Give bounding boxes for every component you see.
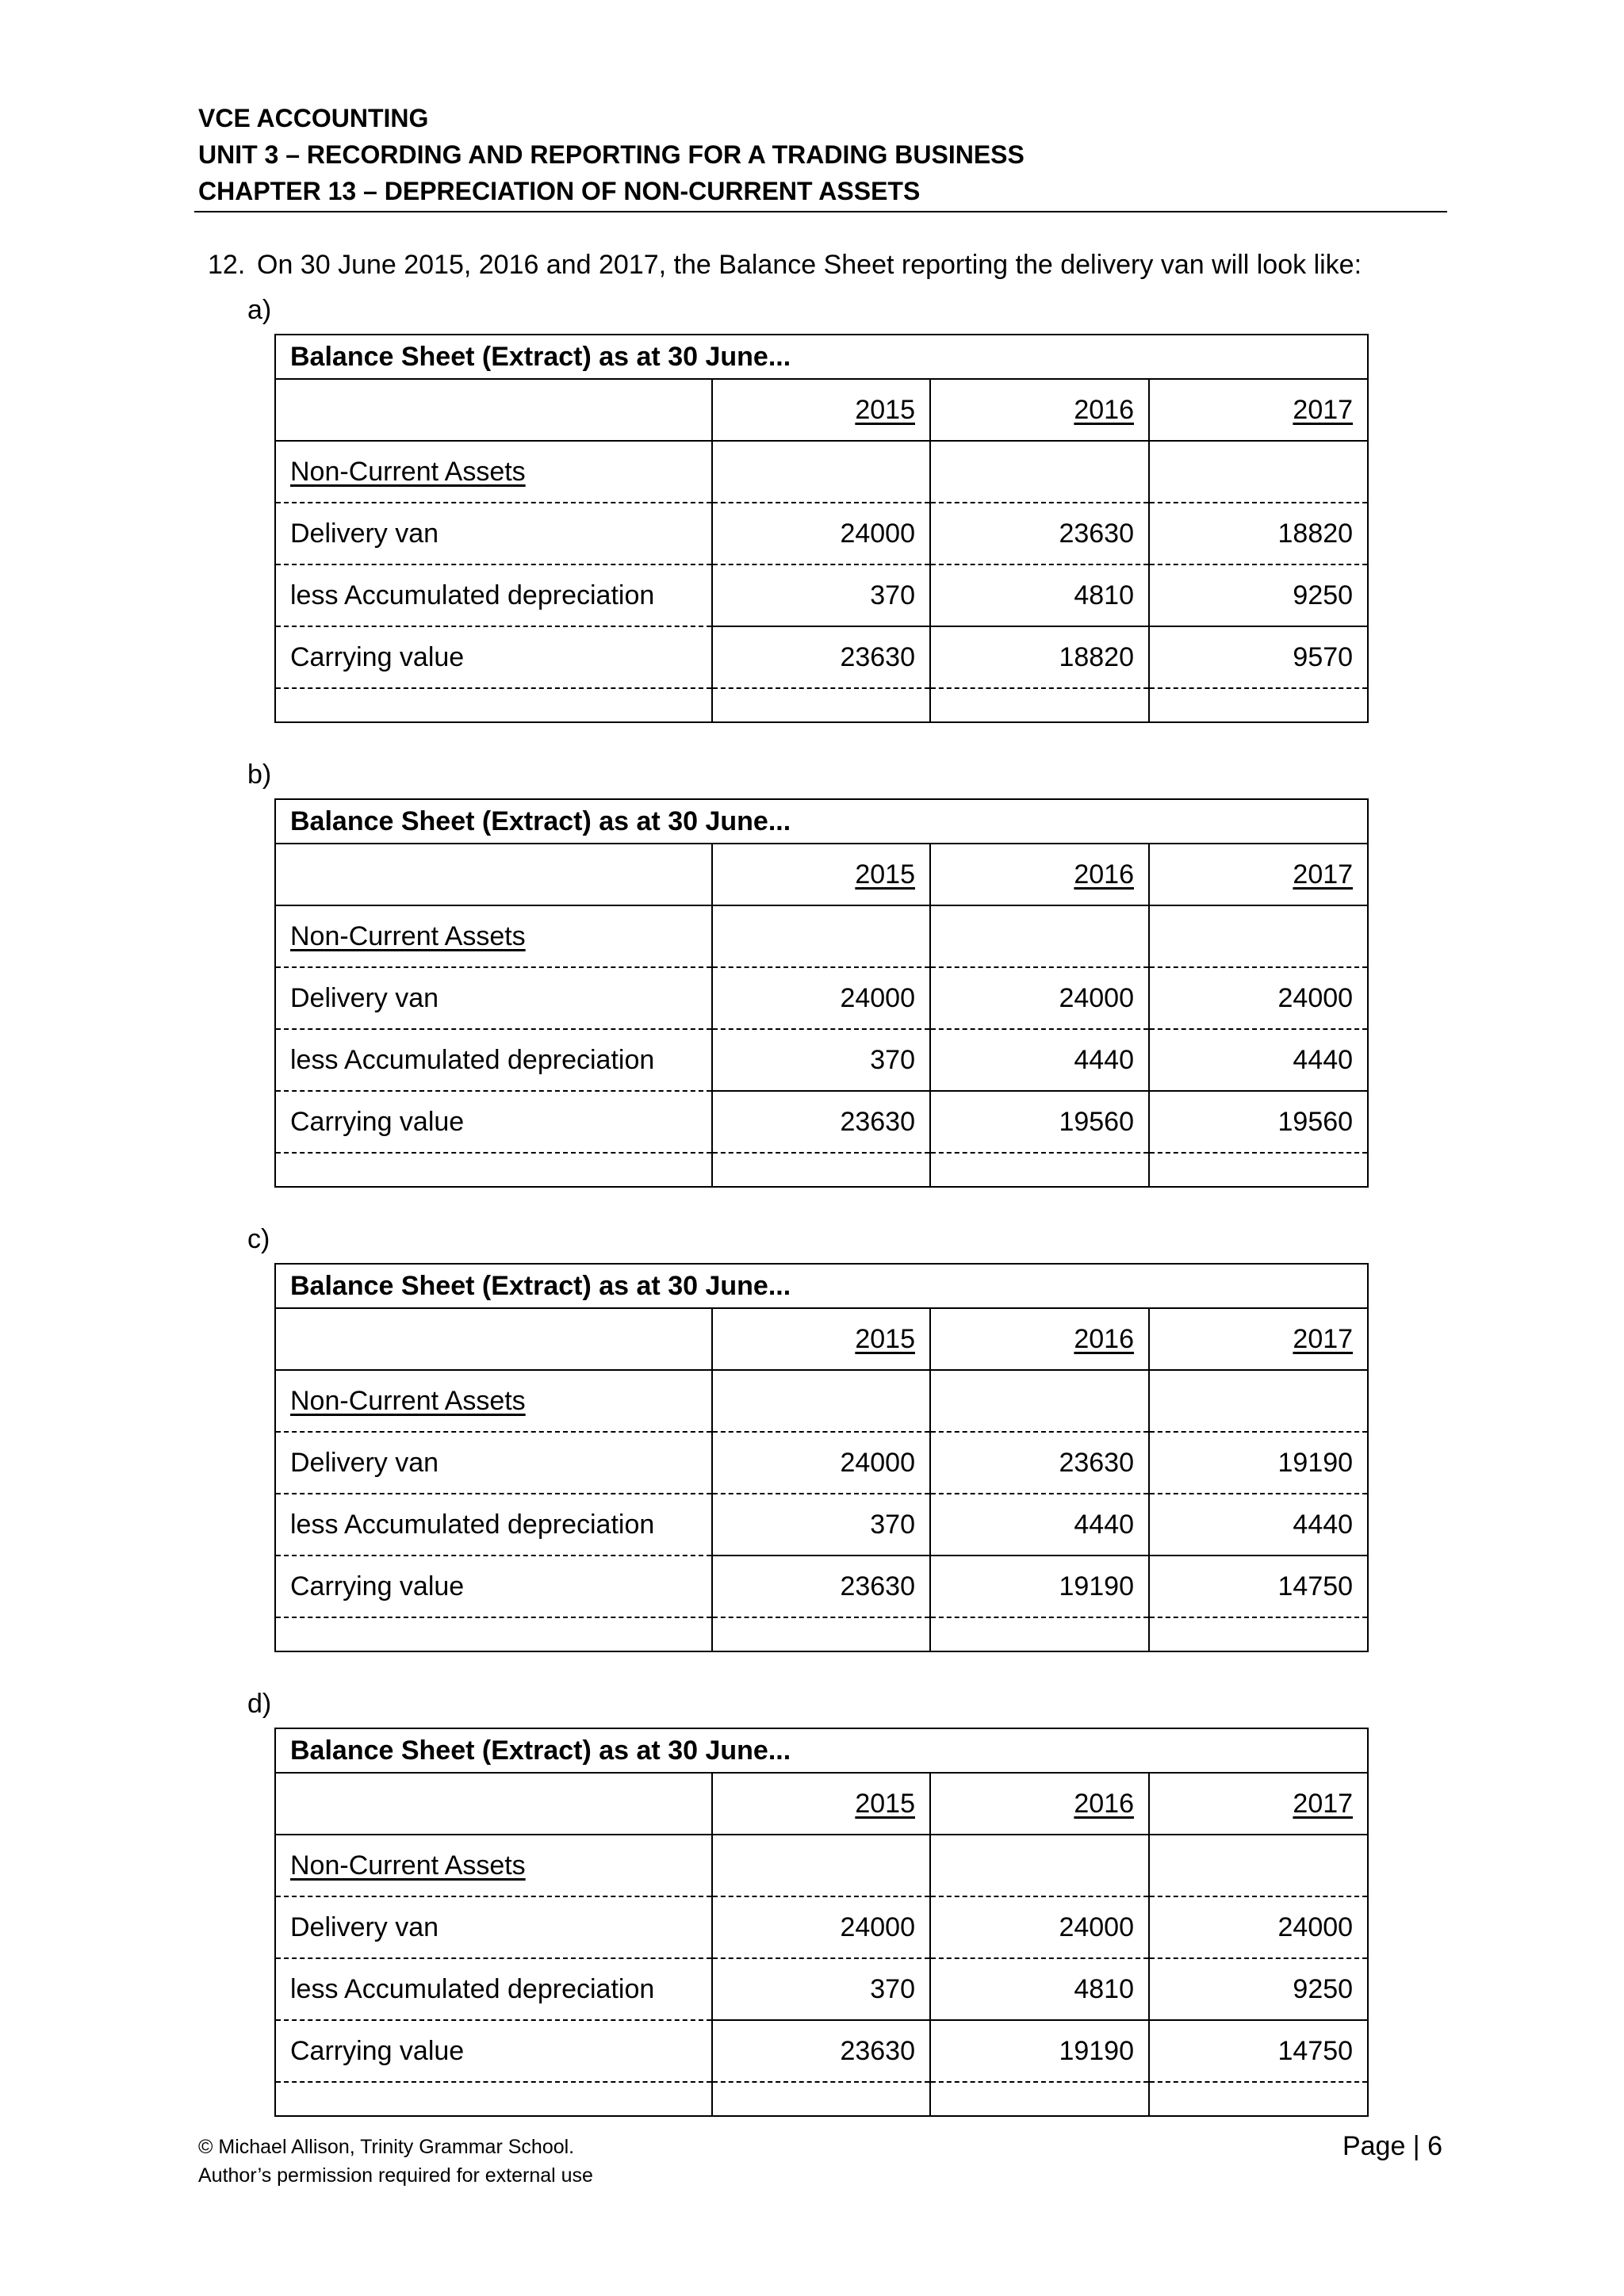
balance-sheet-d — [274, 1728, 1369, 2117]
balance-sheet-b — [274, 798, 1369, 1188]
permission-text: Author’s permission required for external use — [198, 2164, 593, 2187]
cell-value: 24000 — [930, 1896, 1149, 1958]
cell-value: 23630 — [712, 1091, 930, 1153]
year-header: 2016 — [1074, 859, 1134, 890]
table-row — [275, 2020, 1368, 2082]
cell-value: 9250 — [1149, 1958, 1368, 2020]
cell-value: 23630 — [712, 2020, 930, 2082]
table-row — [275, 1091, 1368, 1153]
part-label-d: d) — [247, 1689, 272, 1719]
cell-value: 19560 — [930, 1091, 1149, 1153]
row-label: Delivery van — [275, 1432, 712, 1494]
cell-value: 24000 — [712, 503, 930, 564]
cell-value: 14750 — [1149, 1556, 1368, 1617]
cell-value: 18820 — [1149, 503, 1368, 564]
section-heading: Non-Current Assets — [290, 456, 526, 487]
cell-value: 24000 — [930, 967, 1149, 1029]
cell-value: 23630 — [930, 503, 1149, 564]
year-header: 2017 — [1293, 1788, 1354, 1819]
cell-value: 24000 — [712, 967, 930, 1029]
year-header: 2015 — [855, 1323, 915, 1354]
cell-value: 4440 — [1149, 1494, 1368, 1556]
cell-value: 19190 — [930, 2020, 1149, 2082]
table-row — [275, 626, 1368, 688]
chapter-title: CHAPTER 13 – DEPRECIATION OF NON-CURRENT ASSETS — [198, 177, 921, 205]
cell-value: 4810 — [930, 1958, 1149, 2020]
table-row — [275, 1029, 1368, 1091]
table-title: Balance Sheet (Extract) as at 30 June... — [275, 335, 1368, 379]
cell-value: 24000 — [1149, 967, 1368, 1029]
cell-value: 19190 — [1149, 1432, 1368, 1494]
cell-value: 4440 — [1149, 1029, 1368, 1091]
year-header: 2015 — [855, 1788, 915, 1819]
table-row — [275, 1896, 1368, 1958]
row-label: Carrying value — [275, 626, 712, 688]
table-title: Balance Sheet (Extract) as at 30 June... — [275, 1728, 1368, 1773]
cell-value: 9570 — [1149, 626, 1368, 688]
cell-value: 4440 — [930, 1494, 1149, 1556]
cell-value: 4440 — [930, 1029, 1149, 1091]
footer-credit — [198, 2133, 593, 2190]
year-header: 2017 — [1293, 1323, 1354, 1354]
table-row — [275, 1494, 1368, 1556]
cell-value: 24000 — [1149, 1896, 1368, 1958]
year-header: 2016 — [1074, 1323, 1134, 1354]
table-title: Balance Sheet (Extract) as at 30 June... — [275, 799, 1368, 844]
year-header: 2015 — [855, 394, 915, 425]
part-label-c: c) — [247, 1224, 270, 1254]
part-label-a: a) — [247, 295, 272, 325]
row-label: Delivery van — [275, 967, 712, 1029]
question-text: On 30 June 2015, 2016 and 2017, the Balance Sheet reporting the delivery van will look like: — [257, 250, 1362, 280]
cell-value: 24000 — [712, 1896, 930, 1958]
cell-value: 24000 — [712, 1432, 930, 1494]
year-header: 2015 — [855, 859, 915, 890]
year-header: 2017 — [1293, 394, 1354, 425]
year-header: 2016 — [1074, 1788, 1134, 1819]
cell-value: 18820 — [930, 626, 1149, 688]
page-header — [198, 100, 1443, 209]
unit-title: UNIT 3 – RECORDING AND REPORTING FOR A TRADING BUSINESS — [198, 140, 1025, 169]
question-12 — [208, 250, 1362, 281]
header-divider — [194, 211, 1447, 212]
cell-value: 370 — [712, 1029, 930, 1091]
cell-value: 370 — [712, 1494, 930, 1556]
question-number: 12. — [208, 250, 246, 280]
row-label: Delivery van — [275, 1896, 712, 1958]
balance-sheet-a — [274, 334, 1369, 723]
table-row — [275, 564, 1368, 626]
table-row — [275, 503, 1368, 564]
subject-title: VCE ACCOUNTING — [198, 104, 429, 132]
section-heading: Non-Current Assets — [290, 1850, 526, 1881]
table-row — [275, 967, 1368, 1029]
cell-value: 370 — [712, 564, 930, 626]
row-label: Carrying value — [275, 1556, 712, 1617]
cell-value: 23630 — [930, 1432, 1149, 1494]
cell-value: 4810 — [930, 564, 1149, 626]
table-row — [275, 1432, 1368, 1494]
year-header: 2017 — [1293, 859, 1354, 890]
cell-value: 23630 — [712, 626, 930, 688]
section-heading: Non-Current Assets — [290, 1385, 526, 1416]
year-header: 2016 — [1074, 394, 1134, 425]
row-label: less Accumulated depreciation — [275, 564, 712, 626]
cell-value: 14750 — [1149, 2020, 1368, 2082]
page-number: Page | 6 — [1342, 2131, 1442, 2161]
copyright-text: © Michael Allison, Trinity Grammar School. — [198, 2136, 575, 2158]
row-label: less Accumulated depreciation — [275, 1029, 712, 1091]
row-label: Delivery van — [275, 503, 712, 564]
cell-value: 19560 — [1149, 1091, 1368, 1153]
table-row — [275, 1958, 1368, 2020]
cell-value: 370 — [712, 1958, 930, 2020]
row-label: Carrying value — [275, 2020, 712, 2082]
part-label-b: b) — [247, 760, 272, 790]
section-heading: Non-Current Assets — [290, 920, 526, 951]
row-label: Carrying value — [275, 1091, 712, 1153]
table-row — [275, 1556, 1368, 1617]
table-title: Balance Sheet (Extract) as at 30 June... — [275, 1264, 1368, 1308]
cell-value: 23630 — [712, 1556, 930, 1617]
row-label: less Accumulated depreciation — [275, 1958, 712, 2020]
cell-value: 19190 — [930, 1556, 1149, 1617]
row-label: less Accumulated depreciation — [275, 1494, 712, 1556]
cell-value: 9250 — [1149, 564, 1368, 626]
balance-sheet-c — [274, 1263, 1369, 1652]
